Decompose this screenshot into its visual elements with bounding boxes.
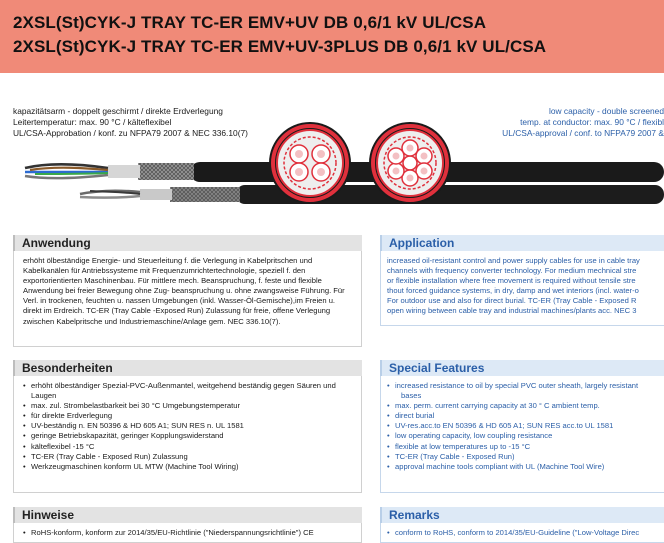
section-title-special-features: Special Features [380, 360, 664, 376]
anwendung-text: erhöht ölbeständige Energie- und Steuerleitung f. die Verlegung in Kabelpritschen und Kabelkanälen für Antriebssysteme mit Frequenzumrichtertechnologie, speziell f. den exportorientierten Maschinenbau. Für mittlere mech. Beanspruchung, f. feste und flexible Anwendung bei freier Bewegung ohne Zug- beanspruchung u. ohne zwangsweise Führung. Für Verl. in trockenen, feuchten u. nassen Umgebungen (inkl. Wasser-Öl-Gemische),im Freien u. direkt im Erdreich. TC-ER (Tray Cable -Exposed Run) Zulassung für freie, offene Verlegung zwischen Kabelpritsche und Industriemaschine/Anlage gem. NEC 336.10(7). [23, 256, 345, 326]
cable-lower [80, 185, 664, 204]
feature-en-item: • increased resistance to oil by special PVC outer sheath, largely resistant [387, 381, 664, 391]
feature-de-item: • für direkte Erdverlegung [23, 411, 355, 421]
cross-section-1 [269, 122, 351, 204]
section-title-hinweise: Hinweise [13, 507, 362, 523]
feature-en-item: • max. perm. current carrying capacity at 30 ° C ambient temp. [387, 401, 664, 411]
application-line: channels with frequency converter technology. For medium mechnical stre [387, 266, 637, 276]
application-line: thout forced guidance systems, in dry, damp and wet interiors (incl. water-o [387, 286, 639, 296]
feature-en-item: bases [401, 391, 422, 401]
section-body-remarks [380, 523, 664, 543]
cross-section-2 [369, 122, 451, 204]
feature-en-item: • direct burial [387, 411, 664, 421]
section-body-application [380, 251, 664, 326]
section-title-remarks: Remarks [380, 507, 664, 523]
property-de-line: kapazitätsarm - doppelt geschirmt / direkte Erdverlegung [13, 106, 223, 116]
feature-en-item: • approval machine tools compliant with UL (Machine Tool Wire) [387, 462, 664, 472]
feature-en-item: • low operating capacity, low coupling resistance [387, 431, 664, 441]
properties-de [13, 106, 248, 139]
section-body-besonderheiten [13, 376, 362, 493]
title-line-2: 2XSL(St)CYK-J TRAY TC-ER EMV+UV-3PLUS DB 0,6/1 kV UL/CSA [13, 37, 547, 56]
section-title-besonderheiten: Besonderheiten [13, 360, 362, 376]
section-body-hinweise [13, 523, 362, 543]
property-de-line: UL/CSA-Approbation / konf. zu NFPA79 2007 & NEC 336.10(7) [13, 128, 248, 138]
property-en-line: low capacity - double screened [549, 106, 664, 116]
feature-de-item: • Werkzeugmaschinen konform UL MTW (Machine Tool Wiring) [23, 462, 355, 472]
feature-de-item: • TC-ER (Tray Cable - Exposed Run) Zulassung [23, 452, 355, 462]
property-en-line: temp. at conductor: max. 90 °C / flexibl [520, 117, 664, 127]
application-line: increased oil-resistant control and power supply cables for use in cable tray [387, 256, 640, 265]
feature-de-item: • geringe Betriebskapazität, geringer Kopplungswiderstand [23, 431, 355, 441]
section-body-special-features [380, 376, 664, 493]
application-line: or flexible installation where free movement is required without tensile stre [387, 276, 636, 286]
feature-en-item: • UV-res.acc.to EN 50396 & HD 605 A1; SUN RES acc.to UL 1581 [387, 421, 664, 431]
section-title-application: Application [380, 235, 664, 251]
remark-en-item: • conform to RoHS, conform to 2014/35/EU-Guideline ("Low-Voltage Direc [387, 528, 664, 538]
note-de-item: • RoHS-konform, konform zur 2014/35/EU-Richtlinie ("Niederspannungsrichtlinie") CE [23, 528, 355, 538]
section-title-anwendung: Anwendung [13, 235, 362, 251]
application-line: open wiring between cable tray and industrial machines/plants acc. NEC 3 [387, 306, 637, 316]
property-en-line: UL/CSA-approval / conf. to NFPA79 2007 & [502, 128, 664, 138]
feature-de-item: • UV-beständig n. EN 50396 & HD 605 A1; SUN RES n. UL 1581 [23, 421, 355, 431]
title-line-1: 2XSL(St)CYK-J TRAY TC-ER EMV+UV DB 0,6/1 kV UL/CSA [13, 13, 487, 32]
properties-en [502, 106, 664, 139]
header-banner [0, 0, 664, 73]
section-body-anwendung [13, 251, 362, 347]
application-line: For outdoor use and also for direct burial. TC-ER (Tray Cable - Exposed R [387, 296, 637, 306]
feature-de-item: • max. zul. Strombelastbarkeit bei 30 °C Umgebungstemperatur [23, 401, 355, 411]
feature-de-item: • kälteflexibel -15 °C [23, 442, 355, 452]
feature-en-item: • flexible at low temperatures up to -15 °C [387, 442, 664, 452]
feature-en-item: • TC-ER (Tray Cable - Exposed Run) [387, 452, 664, 462]
property-de-line: Leitertemperatur: max. 90 °C / kälteflexibel [13, 117, 172, 127]
feature-de-item: • erhöht ölbeständiger Spezial-PVC-Außenmantel, weitgehend beständig gegen Säuren und Laugen [23, 381, 355, 401]
